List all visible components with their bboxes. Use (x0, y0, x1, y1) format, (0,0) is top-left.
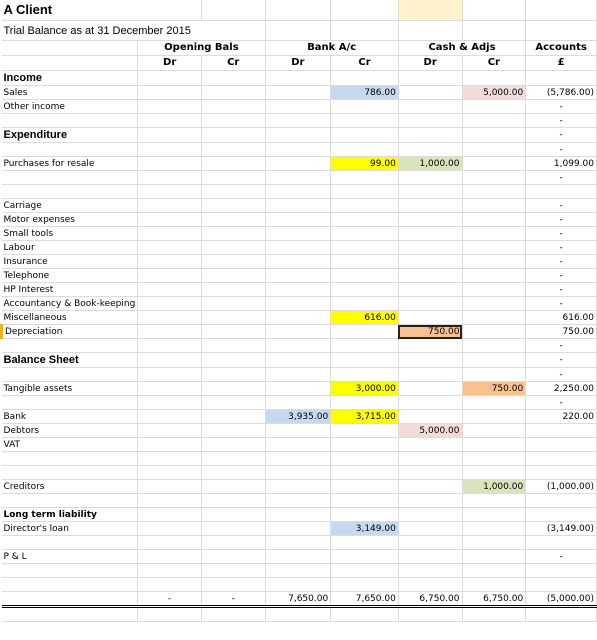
section-income[interactable]: Income (2, 71, 138, 86)
cell[interactable] (462, 0, 526, 21)
bank-ac-header[interactable]: Bank A/c (265, 41, 398, 56)
cell[interactable] (398, 21, 462, 41)
accounts-cell[interactable]: (1,000.00) (526, 480, 597, 494)
bank-dr-cell[interactable]: 3,935.00 (265, 410, 331, 424)
accounts-cell[interactable]: - (526, 114, 597, 128)
accounts-cell[interactable]: - (526, 227, 597, 241)
accounts-cell[interactable]: - (526, 199, 597, 213)
accounts-cell[interactable]: (5,786.00) (526, 86, 597, 100)
row-label[interactable]: Miscellaneous (2, 311, 138, 325)
accounts-cell[interactable]: 2,250.00 (526, 382, 597, 396)
row-label[interactable]: Debtors (2, 424, 138, 438)
cell[interactable] (526, 21, 597, 41)
cash-cr-cell[interactable]: 1,000.00 (462, 480, 526, 494)
accounts-cell[interactable]: - (526, 396, 597, 410)
bank-cr-cell[interactable]: 3,149.00 (331, 522, 399, 536)
bank-cr-cell[interactable]: 3,000.00 (331, 382, 399, 396)
total-cash-dr[interactable]: 6,750.00 (398, 592, 462, 607)
accounts-cell[interactable]: (3,149.00) (526, 522, 597, 536)
cell[interactable] (462, 21, 526, 41)
dr-header[interactable]: Dr (138, 56, 202, 71)
selected-cell[interactable]: 750.00 (398, 325, 462, 339)
cash-dr-cell[interactable]: 1,000.00 (398, 157, 462, 171)
row-label[interactable]: Labour (2, 241, 138, 255)
accounts-cell[interactable]: - (526, 143, 597, 157)
accounts-cell[interactable]: - (526, 283, 597, 297)
row-label[interactable]: Sales (2, 86, 138, 100)
dr-header[interactable]: Dr (398, 56, 462, 71)
row-label[interactable]: Director's loan (2, 522, 138, 536)
total-cash-cr[interactable]: 6,750.00 (462, 592, 526, 607)
accounts-cell[interactable]: - (526, 353, 597, 368)
row-label[interactable]: Purchases for resale (2, 157, 138, 171)
accounts-cell[interactable]: - (526, 100, 597, 114)
accounts-cell[interactable]: - (526, 128, 597, 143)
row-label[interactable]: Depreciation (2, 325, 138, 339)
opening-bals-header[interactable]: Opening Bals (138, 41, 265, 56)
row-label[interactable]: Creditors (2, 480, 138, 494)
total-bank-cr[interactable]: 7,650.00 (331, 592, 399, 607)
cash-dr-cell[interactable]: 5,000.00 (398, 424, 462, 438)
dr-header[interactable]: Dr (265, 56, 331, 71)
cr-header[interactable]: Cr (331, 56, 399, 71)
cell[interactable] (201, 0, 265, 21)
cr-header[interactable]: Cr (462, 56, 526, 71)
section-expenditure[interactable]: Expenditure (2, 128, 138, 143)
total-ob-dr[interactable]: - (138, 592, 202, 607)
accounts-cell[interactable]: 616.00 (526, 311, 597, 325)
accounts-cell[interactable]: - (526, 269, 597, 283)
accounts-cell[interactable]: - (526, 339, 597, 353)
accounts-cell[interactable]: - (526, 297, 597, 311)
row-label[interactable]: Small tools (2, 227, 138, 241)
accounts-cell[interactable]: 220.00 (526, 410, 597, 424)
accounts-cell[interactable]: - (526, 368, 597, 382)
report-subtitle[interactable]: Trial Balance as at 31 December 2015 (2, 21, 266, 41)
accounts-cell[interactable]: - (526, 213, 597, 227)
cash-adjs-header[interactable]: Cash & Adjs (398, 41, 525, 56)
cell[interactable] (265, 21, 331, 41)
row-label[interactable]: HP Interest (2, 283, 138, 297)
row-label[interactable]: Bank (2, 410, 138, 424)
row-label[interactable]: Tangible assets (2, 382, 138, 396)
accounts-cell[interactable]: - (526, 241, 597, 255)
client-title[interactable]: A Client (2, 0, 202, 21)
total-ob-cr[interactable]: - (201, 592, 265, 607)
accounts-cell[interactable]: 1,099.00 (526, 157, 597, 171)
accounts-cell[interactable]: - (526, 550, 597, 564)
cell[interactable] (331, 21, 399, 41)
bank-cr-cell[interactable]: 3,715.00 (331, 410, 399, 424)
bank-cr-cell[interactable]: 786.00 (331, 86, 399, 100)
cr-header[interactable]: Cr (201, 56, 265, 71)
accounts-cell[interactable]: 750.00 (526, 325, 597, 339)
cell[interactable] (265, 0, 331, 21)
cell[interactable] (398, 0, 462, 21)
cell[interactable] (526, 0, 597, 21)
row-label[interactable]: Accountancy & Book-keeping (2, 297, 138, 311)
cell[interactable] (2, 41, 138, 56)
row-label[interactable]: Insurance (2, 255, 138, 269)
section-long-term[interactable]: Long term liability (2, 508, 138, 522)
bank-cr-cell[interactable]: 99.00 (331, 157, 399, 171)
cash-cr-cell[interactable]: 750.00 (462, 382, 526, 396)
row-label[interactable]: Motor expenses (2, 213, 138, 227)
accounts-cell[interactable]: - (526, 171, 597, 185)
cell[interactable] (2, 56, 138, 71)
row-label[interactable]: Carriage (2, 199, 138, 213)
accounts-header[interactable]: Accounts (526, 41, 597, 56)
section-balance-sheet[interactable]: Balance Sheet (2, 353, 138, 368)
row-label[interactable]: P & L (2, 550, 138, 564)
pound-header[interactable]: £ (526, 56, 597, 71)
row-label[interactable]: Telephone (2, 269, 138, 283)
accounts-cell[interactable]: - (526, 255, 597, 269)
total-bank-dr[interactable]: 7,650.00 (265, 592, 331, 607)
total-accounts[interactable]: (5,000.00) (526, 592, 597, 607)
row-label[interactable]: VAT (2, 438, 138, 452)
cell[interactable] (331, 0, 399, 21)
row-label[interactable]: Other income (2, 100, 138, 114)
bank-cr-cell[interactable]: 616.00 (331, 311, 399, 325)
cash-cr-cell[interactable]: 5,000.00 (462, 86, 526, 100)
